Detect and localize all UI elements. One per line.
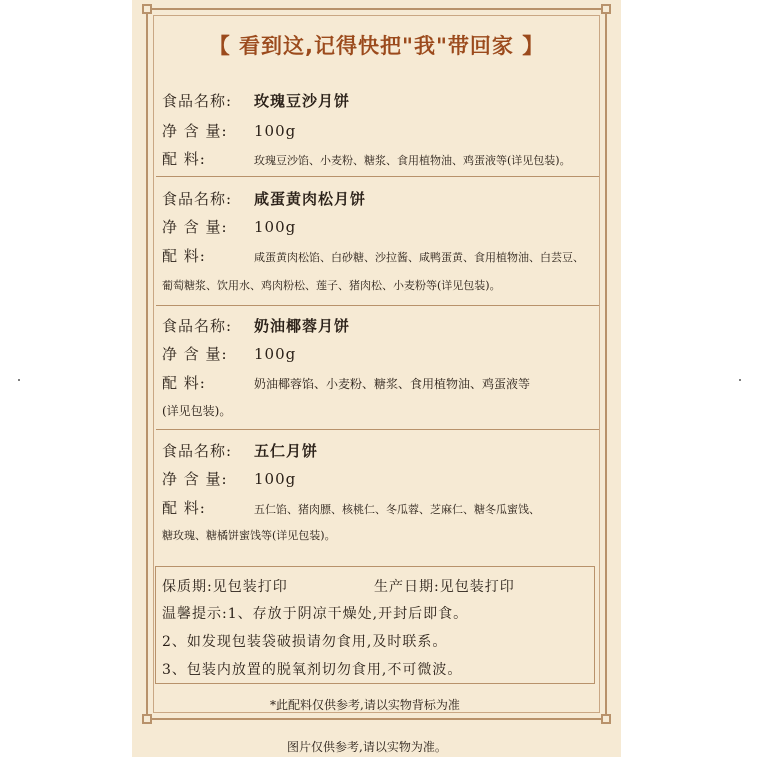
product-name: 五仁月饼: [254, 442, 319, 460]
production-date: 生产日期:见包装打印: [374, 579, 515, 595]
ingredients-row: [162, 148, 571, 169]
frame-corner-ornament: [142, 714, 152, 724]
section-divider: [156, 305, 599, 306]
edge-dot-right: [739, 379, 741, 381]
section-divider: [156, 429, 599, 430]
ingredients-text-continued: 葡萄糖浆、饮用水、鸡肉粉松、莲子、猪肉松、小麦粉等(详见包装)。: [162, 279, 501, 292]
net-content-row: [162, 216, 296, 237]
net-content-value: 100g: [254, 345, 297, 363]
tip-damaged-package: 2、如发现包装袋破损请勿食用,及时联系。: [162, 634, 448, 650]
product-name: 玫瑰豆沙月饼: [254, 92, 351, 110]
ingredients-label: 配 料:: [162, 150, 206, 168]
ingredients-label: 配 料:: [162, 374, 206, 392]
net-content-label: 净 含 量:: [162, 345, 228, 363]
product-name: 奶油椰蓉月饼: [254, 317, 351, 335]
ingredients-label: 配 料:: [162, 499, 206, 517]
tip-deoxidizer: 3、包装内放置的脱氧剂切勿食用,不可微波。: [162, 662, 463, 678]
page-title: 【 看到这,记得快把"我"带回家 】: [208, 34, 545, 58]
ingredients-row: [162, 245, 584, 266]
food-name-label: 食品名称:: [162, 190, 233, 208]
frame-corner-ornament: [601, 4, 611, 14]
frame-corner-ornament: [142, 4, 152, 14]
ingredients-text: 玫瑰豆沙馅、小麦粉、糖浆、食用植物油、鸡蛋液等(详见包装)。: [254, 154, 571, 167]
ingredients-row: [162, 497, 540, 518]
ingredients-row: [162, 372, 530, 393]
frame-corner-ornament: [601, 714, 611, 724]
ingredients-text: 奶油椰蓉馅、小麦粉、糖浆、食用植物油、鸡蛋液等: [254, 377, 531, 391]
food-name-label: 食品名称:: [162, 92, 233, 110]
product-name-row: [162, 90, 350, 111]
ingredients-label: 配 料:: [162, 247, 206, 265]
tip-storage: 温馨提示:1、存放于阴凉干燥处,开封后即食。: [162, 606, 469, 622]
net-content-label: 净 含 量:: [162, 122, 228, 140]
product-name-row: [162, 440, 318, 461]
net-content-label: 净 含 量:: [162, 218, 228, 236]
edge-dot-left: [18, 379, 20, 381]
shelf-life: 保质期:见包装打印: [162, 579, 288, 595]
ingredients-text: 五仁馅、猪肉膘、核桃仁、冬瓜蓉、芝麻仁、糖冬瓜蜜饯、: [254, 503, 540, 516]
ingredients-text-continued: 糖玫瑰、糖橘饼蜜饯等(详见包装)。: [162, 529, 336, 542]
net-content-value: 100g: [254, 470, 297, 488]
net-content-row: [162, 120, 296, 141]
product-name-row: [162, 315, 350, 336]
net-content-value: 100g: [254, 122, 297, 140]
food-name-label: 食品名称:: [162, 317, 233, 335]
ingredients-text: 咸蛋黄肉松馅、白砂糖、沙拉酱、咸鸭蛋黄、食用植物油、白芸豆、: [254, 251, 584, 264]
product-name-row: [162, 188, 366, 209]
reference-note: *此配料仅供参考,请以实物背标为准: [270, 698, 460, 712]
net-content-label: 净 含 量:: [162, 470, 228, 488]
net-content-value: 100g: [254, 218, 297, 236]
footer-note: 图片仅供参考,请以实物为准。: [287, 740, 447, 754]
section-divider: [156, 176, 599, 177]
product-name: 咸蛋黄肉松月饼: [254, 190, 367, 208]
net-content-row: [162, 468, 296, 489]
ingredients-text-continued: (详见包装)。: [162, 404, 232, 418]
food-name-label: 食品名称:: [162, 442, 233, 460]
net-content-row: [162, 343, 296, 364]
